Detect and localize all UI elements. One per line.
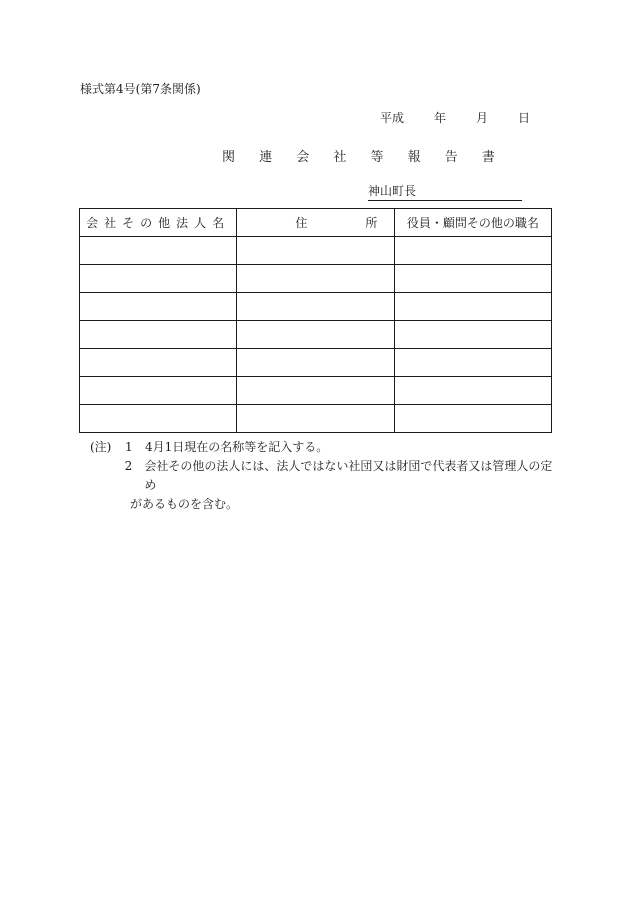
note-text: 4月1日現在の名称等を記入する。 [145,440,329,454]
table-header-row [80,209,552,237]
header-address: 住所 [237,209,394,237]
header-position: 役員・顧問その他の職名 [394,209,551,237]
note-text: 会社その他の法人には、法人ではない社団又は財団で代表者又は管理人の定め [144,459,553,492]
cell-company-name[interactable] [80,349,237,377]
cell-position[interactable] [394,321,551,349]
cell-address[interactable] [237,321,394,349]
cell-address[interactable] [237,377,394,405]
document-title: 関 連 会 社 等 報 告 書 [222,150,505,165]
table-row [80,405,552,433]
note-item [90,457,560,495]
cell-address[interactable] [237,349,394,377]
form-number: 様式第4号(第7条関係) [80,82,201,96]
cell-company-name[interactable] [80,405,237,433]
cell-company-name[interactable] [80,293,237,321]
cell-company-name[interactable] [80,265,237,293]
note-number: 2 [124,459,133,473]
date-month: 月 [475,111,488,125]
notes-label: (注) [90,440,112,454]
cell-position[interactable] [394,349,551,377]
table-row [80,293,552,321]
cell-address[interactable] [237,237,394,265]
cell-position[interactable] [394,405,551,433]
table-row [80,321,552,349]
cell-position[interactable] [394,265,551,293]
date-year: 年 [433,111,446,125]
cell-address[interactable] [237,265,394,293]
note-number: 1 [125,440,133,454]
cell-position[interactable] [394,293,551,321]
cell-company-name[interactable] [80,237,237,265]
note-item [90,438,560,457]
report-table [79,208,552,433]
table-row [80,377,552,405]
table-row [80,237,552,265]
table-row [80,349,552,377]
date-era: 平成 [380,111,405,125]
notes-section [90,438,560,514]
date-day: 日 [517,111,530,125]
date-line [380,109,530,126]
table-row [80,265,552,293]
header-company-name: 会社その他法人名 [80,209,237,237]
cell-position[interactable] [394,237,551,265]
cell-address[interactable] [237,405,394,433]
cell-address[interactable] [237,293,394,321]
cell-company-name[interactable] [80,321,237,349]
cell-position[interactable] [394,377,551,405]
addressee-line: 神山町長 [368,182,522,201]
note-continuation: があるものを含む。 [130,497,239,511]
cell-company-name[interactable] [80,377,237,405]
